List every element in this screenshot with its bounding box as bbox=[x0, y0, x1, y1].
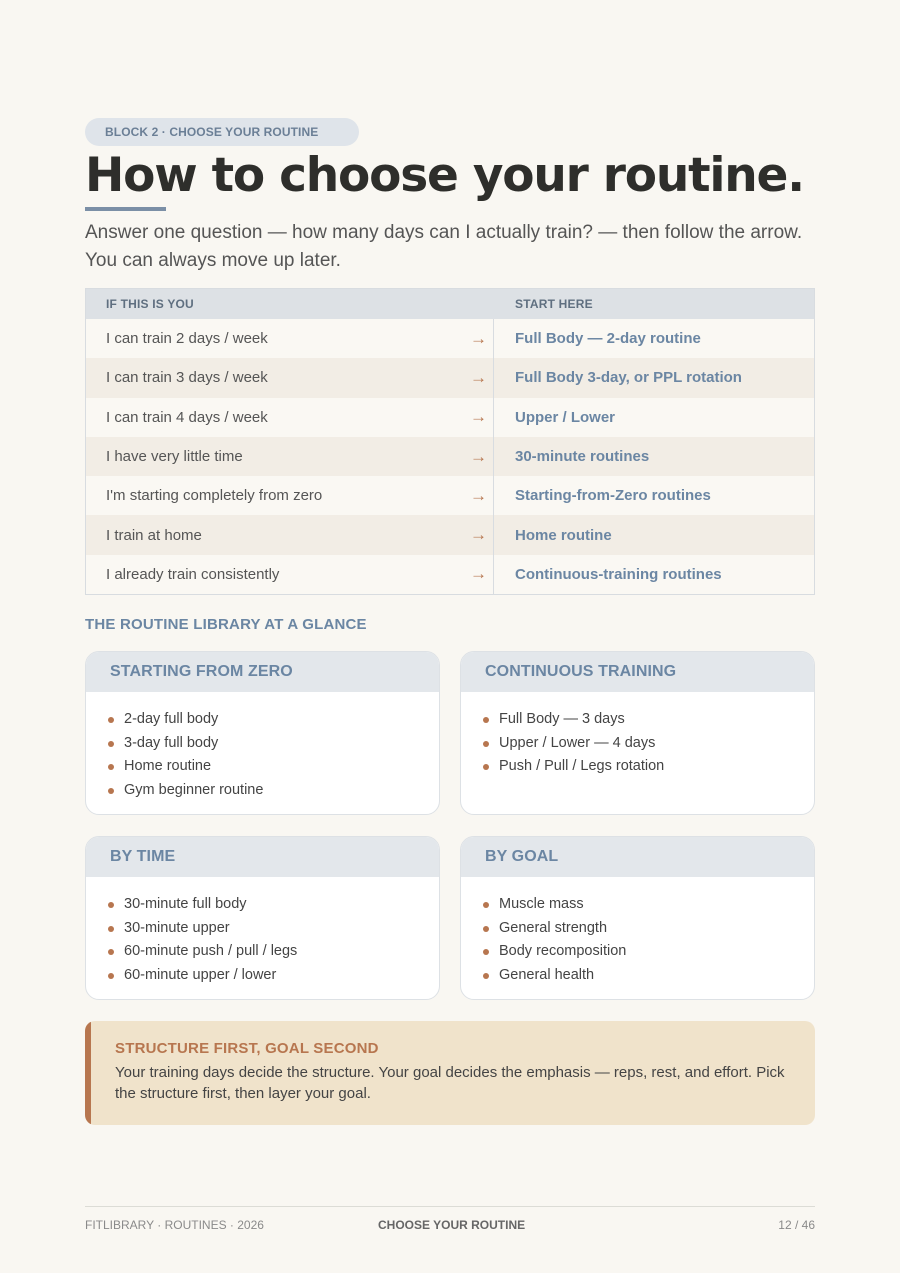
situation-text: I already train consistently bbox=[106, 565, 280, 583]
structure-first-callout bbox=[85, 1021, 815, 1125]
routine-choice-table bbox=[85, 288, 815, 595]
callout-title: STRUCTURE FIRST, GOAL SECOND bbox=[115, 1040, 379, 1057]
situation-cell bbox=[86, 398, 494, 437]
card-continuous-training bbox=[460, 651, 815, 815]
arrow-right-icon: → bbox=[470, 367, 487, 387]
arrow-right-icon: → bbox=[470, 564, 487, 584]
list-item: 60-minute upper / lower bbox=[124, 964, 439, 988]
card-list bbox=[86, 877, 439, 987]
situation-cell bbox=[86, 437, 494, 476]
situation-text: I can train 4 days / week bbox=[106, 408, 268, 426]
column-header-if-this-is-you: IF THIS IS YOU bbox=[106, 297, 194, 311]
start-here-cell: Home routine bbox=[515, 526, 612, 544]
card-title: BY TIME bbox=[86, 837, 439, 877]
page-number: 12 / 46 bbox=[778, 1218, 815, 1232]
library-section-label: THE ROUTINE LIBRARY AT A GLANCE bbox=[85, 616, 367, 633]
list-item: General health bbox=[499, 964, 814, 988]
footer-publication: FITLIBRARY · ROUTINES · 2026 bbox=[85, 1218, 264, 1232]
start-here-cell: Full Body — 2-day routine bbox=[515, 330, 701, 348]
start-here-cell: Full Body 3-day, or PPL rotation bbox=[515, 369, 742, 387]
section-pill: BLOCK 2 · CHOOSE YOUR ROUTINE bbox=[85, 118, 359, 146]
page-title: How to choose your routine. bbox=[85, 148, 804, 203]
table-row bbox=[86, 398, 814, 437]
card-title: STARTING FROM ZERO bbox=[86, 652, 439, 692]
list-item: Body recomposition bbox=[499, 940, 814, 964]
card-starting-from-zero bbox=[85, 651, 440, 815]
list-item: 2-day full body bbox=[124, 708, 439, 732]
arrow-right-icon: → bbox=[470, 446, 487, 466]
list-item: 60-minute push / pull / legs bbox=[124, 940, 439, 964]
situation-text: I can train 2 days / week bbox=[106, 330, 268, 348]
situation-text: I can train 3 days / week bbox=[106, 369, 268, 387]
arrow-right-icon: → bbox=[470, 525, 487, 545]
card-list bbox=[86, 692, 439, 802]
list-item: General strength bbox=[499, 917, 814, 941]
start-here-cell: 30-minute routines bbox=[515, 448, 650, 466]
situation-cell bbox=[86, 555, 494, 594]
footer-divider bbox=[85, 1206, 815, 1207]
list-item: Gym beginner routine bbox=[124, 779, 439, 803]
table-row bbox=[86, 437, 814, 476]
arrow-right-icon: → bbox=[470, 407, 487, 427]
table-row bbox=[86, 515, 814, 554]
list-item: 30-minute full body bbox=[124, 893, 439, 917]
table-row bbox=[86, 555, 814, 594]
card-list bbox=[461, 692, 814, 779]
table-header bbox=[86, 289, 814, 319]
start-here-cell: Continuous-training routines bbox=[515, 565, 722, 583]
start-here-cell: Starting-from-Zero routines bbox=[515, 487, 711, 505]
list-item: 30-minute upper bbox=[124, 917, 439, 941]
card-title: BY GOAL bbox=[461, 837, 814, 877]
table-row bbox=[86, 319, 814, 358]
callout-body: Your training days decide the structure. Your goal decides the emphasis — reps, rest, and effort. Pick the structure first, then layer your goal. bbox=[115, 1064, 785, 1102]
list-item: Home routine bbox=[124, 755, 439, 779]
arrow-right-icon: → bbox=[470, 485, 487, 505]
card-title: CONTINUOUS TRAINING bbox=[461, 652, 814, 692]
situation-text: I train at home bbox=[106, 526, 202, 544]
card-by-goal bbox=[460, 836, 815, 1000]
table-row bbox=[86, 358, 814, 397]
page bbox=[85, 0, 815, 1273]
intro-text: Answer one question — how many days can I actually train? — then follow the arrow. You can always move up later. bbox=[85, 222, 803, 271]
footer-section: CHOOSE YOUR ROUTINE bbox=[378, 1218, 526, 1232]
title-underline bbox=[85, 207, 166, 211]
card-by-time bbox=[85, 836, 440, 1000]
card-list bbox=[461, 877, 814, 987]
situation-cell bbox=[86, 319, 494, 358]
list-item: 3-day full body bbox=[124, 732, 439, 756]
situation-text: I have very little time bbox=[106, 448, 243, 466]
situation-cell bbox=[86, 358, 494, 397]
situation-cell bbox=[86, 476, 494, 515]
list-item: Full Body — 3 days bbox=[499, 708, 814, 732]
callout-accent-bar bbox=[85, 1021, 91, 1125]
table-row bbox=[86, 476, 814, 515]
list-item: Muscle mass bbox=[499, 893, 814, 917]
situation-text: I'm starting completely from zero bbox=[106, 487, 323, 505]
arrow-right-icon: → bbox=[470, 328, 487, 348]
list-item: Upper / Lower — 4 days bbox=[499, 732, 814, 756]
column-header-start-here: START HERE bbox=[515, 297, 593, 311]
list-item: Push / Pull / Legs rotation bbox=[499, 755, 814, 779]
situation-cell bbox=[86, 515, 494, 554]
start-here-cell: Upper / Lower bbox=[515, 408, 616, 426]
